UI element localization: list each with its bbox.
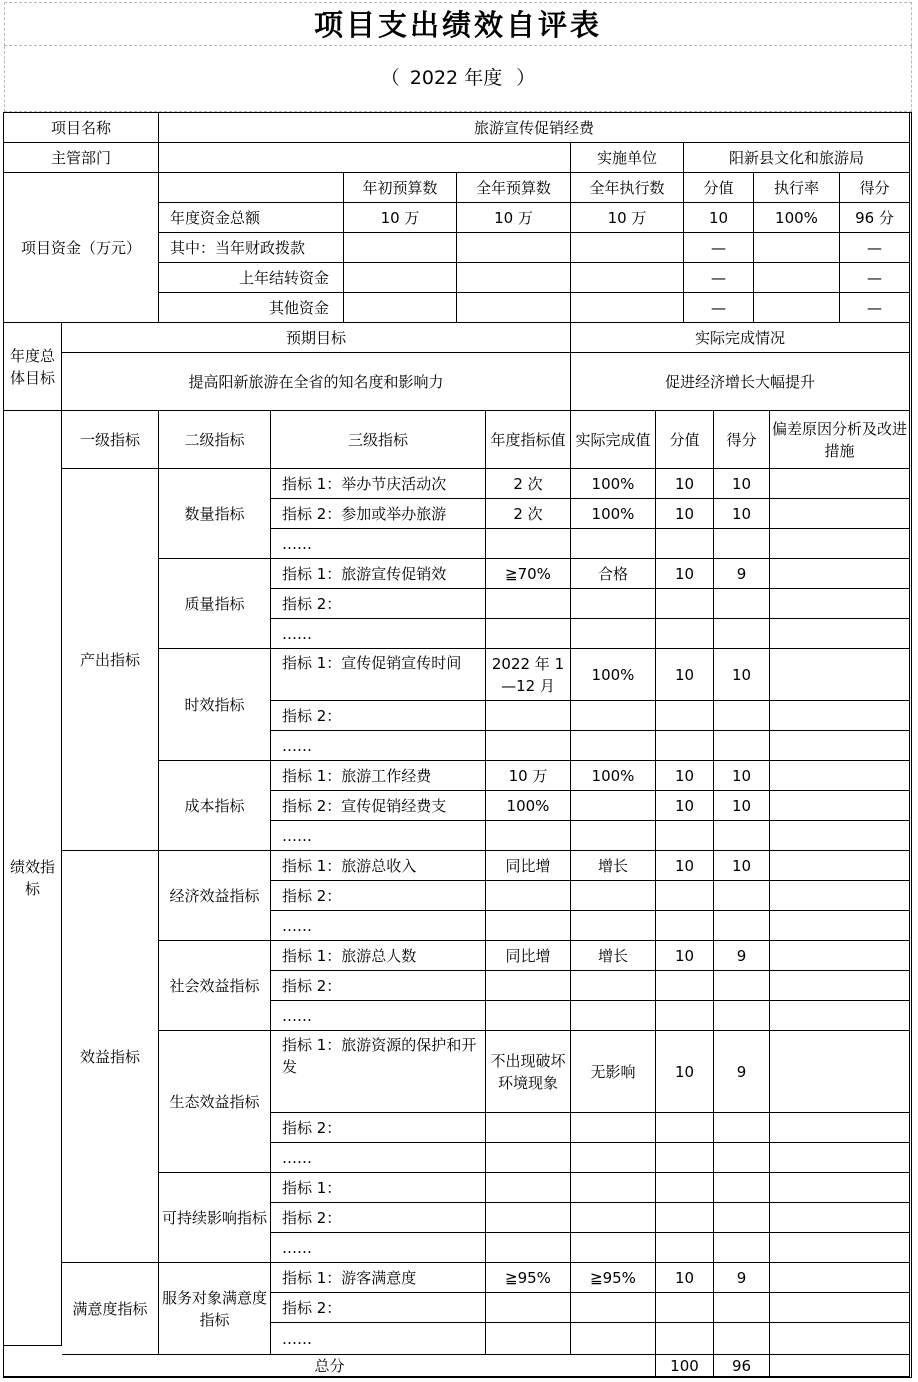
- indicator-reason: [770, 1031, 910, 1113]
- indicator-score: [714, 1113, 770, 1143]
- indicator-points: [656, 1323, 714, 1355]
- l1-satisfaction: 满意度指标: [62, 1263, 159, 1355]
- funds-row-label: 年度资金总额: [159, 203, 344, 233]
- indicator-target: [486, 1293, 571, 1323]
- indicator-actual: [571, 701, 656, 731]
- indicator-actual: 合格: [571, 559, 656, 589]
- indicator-target: 100%: [486, 791, 571, 821]
- indicator-score: [714, 1143, 770, 1173]
- indicator-score: [714, 589, 770, 619]
- indicator-reason: [770, 589, 910, 619]
- total-label: 总分: [4, 1355, 656, 1377]
- goals-actual-label: 实际完成情况: [571, 323, 910, 353]
- indicator-actual: [571, 821, 656, 851]
- indicator-reason: [770, 821, 910, 851]
- funds-cell: [571, 293, 684, 323]
- indicator-score: 10: [714, 469, 770, 499]
- indicator-points: [656, 821, 714, 851]
- header-reason: 偏差原因分析及改进措施: [770, 411, 910, 469]
- funds-label: 项目资金（万元）: [4, 173, 159, 323]
- indicator-target: [486, 589, 571, 619]
- indicator-reason: [770, 1113, 910, 1143]
- indicator-actual: [571, 529, 656, 559]
- indicator-target: [486, 1143, 571, 1173]
- indicator-reason: [770, 469, 910, 499]
- indicator-score: [714, 731, 770, 761]
- indicator-name: 指标 2：: [271, 589, 486, 619]
- funds-row-label: 其中：当年财政拨款: [159, 233, 344, 263]
- indicator-name: 指标 2：: [271, 1113, 486, 1143]
- indicator-reason: [770, 701, 910, 731]
- l2-quality: 质量指标: [159, 559, 271, 649]
- indicator-name: 指标 1：旅游宣传促销效: [271, 559, 486, 589]
- indicator-score: [714, 1233, 770, 1263]
- indicator-target: [486, 971, 571, 1001]
- indicator-reason: [770, 1143, 910, 1173]
- funds-cell: [457, 263, 571, 293]
- indicator-points: 10: [656, 761, 714, 791]
- header-l3: 三级指标: [271, 411, 486, 469]
- evaluation-table: [3, 112, 912, 1378]
- indicator-target: 2022 年 1—12 月: [486, 649, 571, 701]
- indicator-reason: [770, 1203, 910, 1233]
- funds-cell: [754, 233, 840, 263]
- indicator-actual: [571, 1001, 656, 1031]
- header-l1: 一级指标: [62, 411, 159, 469]
- indicator-points: [656, 1233, 714, 1263]
- indicator-name: 指标 1：旅游资源的保护和开发: [271, 1031, 486, 1113]
- indicator-name: 指标 1：: [271, 1173, 486, 1203]
- project-name-value: 旅游宣传促销经费: [159, 113, 910, 143]
- year-open-paren: （: [380, 67, 400, 89]
- indicator-target: ≧70%: [486, 559, 571, 589]
- indicator-actual: [571, 881, 656, 911]
- funds-cell: [754, 263, 840, 293]
- indicator-score: [714, 911, 770, 941]
- indicator-actual: [571, 1143, 656, 1173]
- indicator-target: [486, 1001, 571, 1031]
- indicator-name: ……: [271, 911, 486, 941]
- form-title: 项目支出绩效自评表: [313, 8, 602, 42]
- l1-benefit: 效益指标: [62, 851, 159, 1263]
- indicator-actual: 100%: [571, 469, 656, 499]
- indicator-points: [656, 529, 714, 559]
- funds-cell: —: [684, 233, 754, 263]
- indicator-reason: [770, 731, 910, 761]
- indicator-points: 10: [656, 1031, 714, 1113]
- indicator-score: 10: [714, 649, 770, 701]
- indicator-points: 10: [656, 851, 714, 881]
- indicator-target: [486, 1323, 571, 1355]
- indicator-reason: [770, 1173, 910, 1203]
- project-name-label: 项目名称: [4, 113, 159, 143]
- funds-cell: 10: [684, 203, 754, 233]
- indicator-score: [714, 619, 770, 649]
- indicator-points: [656, 971, 714, 1001]
- indicator-reason: [770, 881, 910, 911]
- indicator-score: [714, 1203, 770, 1233]
- indicator-name: 指标 2：参加或举办旅游: [271, 499, 486, 529]
- total-points: 100: [656, 1355, 714, 1377]
- indicator-target: 10 万: [486, 761, 571, 791]
- total-reason: [770, 1355, 910, 1377]
- goals-expected-text: 提高阳新旅游在全省的知名度和影响力: [62, 353, 571, 411]
- indicator-name: ……: [271, 1143, 486, 1173]
- indicator-points: [656, 589, 714, 619]
- indicator-score: 10: [714, 851, 770, 881]
- goals-label: 年度总体目标: [4, 323, 62, 411]
- funds-cell: [344, 263, 457, 293]
- indicator-target: 同比增: [486, 941, 571, 971]
- funds-cell: 96 分: [840, 203, 910, 233]
- indicator-score: [714, 529, 770, 559]
- indicator-reason: [770, 971, 910, 1001]
- indicator-score: 9: [714, 1263, 770, 1293]
- funds-cell: —: [684, 293, 754, 323]
- indicator-actual: [571, 911, 656, 941]
- indicator-actual: 增长: [571, 851, 656, 881]
- indicator-name: ……: [271, 529, 486, 559]
- year-line: [4, 46, 912, 112]
- header-points: 分值: [656, 411, 714, 469]
- indicator-score: 9: [714, 559, 770, 589]
- header-score: 得分: [714, 411, 770, 469]
- indicator-name: 指标 1：游客满意度: [271, 1263, 486, 1293]
- indicator-reason: [770, 851, 910, 881]
- goals-actual-text: 促进经济增长大幅提升: [571, 353, 910, 411]
- indicator-target: 不出现破坏环境现象: [486, 1031, 571, 1113]
- funds-cell: [754, 293, 840, 323]
- indicator-name: 指标 1：旅游总收入: [271, 851, 486, 881]
- indicator-name: 指标 2：宣传促销经费支: [271, 791, 486, 821]
- indicator-points: [656, 1143, 714, 1173]
- indicator-points: 10: [656, 469, 714, 499]
- indicator-actual: 增长: [571, 941, 656, 971]
- indicator-points: [656, 619, 714, 649]
- indicator-name: 指标 2：: [271, 971, 486, 1001]
- total-score: 96: [714, 1355, 770, 1377]
- indicator-reason: [770, 911, 910, 941]
- indicator-name: ……: [271, 1233, 486, 1263]
- indicator-name: 指标 1：旅游工作经费: [271, 761, 486, 791]
- l1-output: 产出指标: [62, 469, 159, 851]
- indicator-name: 指标 2：: [271, 1203, 486, 1233]
- funds-cell: [571, 233, 684, 263]
- indicator-target: [486, 1113, 571, 1143]
- indicator-reason: [770, 499, 910, 529]
- indicator-actual: [571, 971, 656, 1001]
- indicator-score: [714, 821, 770, 851]
- impl-unit-value: 阳新县文化和旅游局: [684, 143, 910, 173]
- indicator-actual: 100%: [571, 649, 656, 701]
- funds-cell: —: [840, 233, 910, 263]
- indicator-reason: [770, 1323, 910, 1355]
- indicator-actual: [571, 1203, 656, 1233]
- indicator-target: [486, 1203, 571, 1233]
- l2-quantity: 数量指标: [159, 469, 271, 559]
- funds-cell: 10 万: [571, 203, 684, 233]
- indicator-target: [486, 529, 571, 559]
- funds-header-1: 全年预算数: [457, 173, 571, 203]
- indicator-score: [714, 1323, 770, 1355]
- indicator-actual: [571, 731, 656, 761]
- funds-cell: —: [684, 263, 754, 293]
- impl-unit-label: 实施单位: [571, 143, 684, 173]
- indicator-points: [656, 731, 714, 761]
- indicator-reason: [770, 1293, 910, 1323]
- indicator-target: 同比增: [486, 851, 571, 881]
- indicator-points: [656, 1001, 714, 1031]
- indicator-target: [486, 911, 571, 941]
- l2-timeliness: 时效指标: [159, 649, 271, 761]
- indicator-points: 10: [656, 941, 714, 971]
- funds-cell: 100%: [754, 203, 840, 233]
- indicator-reason: [770, 619, 910, 649]
- year-close-paren: ）: [516, 67, 536, 89]
- header-target: 年度指标值: [486, 411, 571, 469]
- indicator-reason: [770, 1233, 910, 1263]
- indicator-reason: [770, 1263, 910, 1293]
- indicator-points: [656, 1113, 714, 1143]
- indicator-actual: 无影响: [571, 1031, 656, 1113]
- funds-row-label: 其他资金: [159, 293, 344, 323]
- l2-ecological: 生态效益指标: [159, 1031, 271, 1173]
- indicator-target: [486, 731, 571, 761]
- indicator-actual: [571, 791, 656, 821]
- indicator-reason: [770, 1001, 910, 1031]
- dept-label: 主管部门: [4, 143, 159, 173]
- funds-cell: —: [840, 293, 910, 323]
- funds-header-2: 全年执行数: [571, 173, 684, 203]
- indicator-actual: [571, 1113, 656, 1143]
- indicator-name: ……: [271, 821, 486, 851]
- indicator-score: 10: [714, 791, 770, 821]
- header-actual: 实际完成值: [571, 411, 656, 469]
- indicator-name: ……: [271, 1001, 486, 1031]
- goals-expected-label: 预期目标: [62, 323, 571, 353]
- funds-cell: 10 万: [344, 203, 457, 233]
- indicator-points: [656, 1173, 714, 1203]
- indicator-score: [714, 881, 770, 911]
- funds-cell: —: [840, 263, 910, 293]
- indicator-target: 2 次: [486, 469, 571, 499]
- indicator-target: [486, 701, 571, 731]
- indicator-actual: [571, 1293, 656, 1323]
- indicator-name: ……: [271, 1323, 486, 1355]
- indicator-reason: [770, 791, 910, 821]
- indicator-points: [656, 701, 714, 731]
- funds-header-5: 得分: [840, 173, 910, 203]
- indicator-reason: [770, 559, 910, 589]
- year-value: 2022 年度: [409, 67, 503, 89]
- indicator-actual: [571, 619, 656, 649]
- indicator-actual: [571, 1233, 656, 1263]
- funds-cell: [344, 233, 457, 263]
- indicator-name: ……: [271, 619, 486, 649]
- indicator-reason: [770, 529, 910, 559]
- l2-service: 服务对象满意度指标: [159, 1263, 271, 1355]
- indicator-actual: ≧95%: [571, 1263, 656, 1293]
- indicator-name: 指标 1：宣传促销宣传时间: [271, 649, 486, 701]
- indicator-reason: [770, 649, 910, 701]
- indicator-points: [656, 1203, 714, 1233]
- indicator-points: 10: [656, 649, 714, 701]
- l2-social: 社会效益指标: [159, 941, 271, 1031]
- indicator-name: 指标 2：: [271, 881, 486, 911]
- indicator-points: 10: [656, 791, 714, 821]
- funds-header-3: 分值: [684, 173, 754, 203]
- funds-cell: 10 万: [457, 203, 571, 233]
- indicator-target: [486, 1173, 571, 1203]
- funds-cell: [457, 233, 571, 263]
- indicator-points: 10: [656, 1263, 714, 1293]
- funds-cell: [571, 263, 684, 293]
- indicator-name: 指标 1：旅游总人数: [271, 941, 486, 971]
- indicator-target: [486, 881, 571, 911]
- indicator-target: ≧95%: [486, 1263, 571, 1293]
- indicator-score: 9: [714, 941, 770, 971]
- funds-header-4: 执行率: [754, 173, 840, 203]
- indicator-score: 9: [714, 1031, 770, 1113]
- indicator-actual: [571, 1173, 656, 1203]
- indicator-score: [714, 701, 770, 731]
- header-l2: 二级指标: [159, 411, 271, 469]
- indicator-name: ……: [271, 731, 486, 761]
- indicator-target: [486, 619, 571, 649]
- dept-value: [159, 143, 571, 173]
- funds-header-blank: [159, 173, 344, 203]
- indicator-target: 2 次: [486, 499, 571, 529]
- indicator-score: [714, 1001, 770, 1031]
- indicator-score: 10: [714, 761, 770, 791]
- indicator-score: 10: [714, 499, 770, 529]
- l2-economic: 经济效益指标: [159, 851, 271, 941]
- funds-row-label: 上年结转资金: [159, 263, 344, 293]
- funds-header-0: 年初预算数: [344, 173, 457, 203]
- indicator-actual: 100%: [571, 499, 656, 529]
- indicator-score: [714, 1173, 770, 1203]
- indicator-name: 指标 2：: [271, 1293, 486, 1323]
- indicator-target: [486, 1233, 571, 1263]
- indicator-points: 10: [656, 559, 714, 589]
- indicator-name: 指标 2：: [271, 701, 486, 731]
- perf-label: 绩效指标: [4, 411, 62, 1346]
- indicator-reason: [770, 761, 910, 791]
- l2-cost: 成本指标: [159, 761, 271, 851]
- indicator-actual: 100%: [571, 761, 656, 791]
- funds-cell: [457, 293, 571, 323]
- indicator-target: [486, 821, 571, 851]
- indicator-score: [714, 1293, 770, 1323]
- indicator-actual: [571, 589, 656, 619]
- indicator-points: [656, 1293, 714, 1323]
- indicator-actual: [571, 1323, 656, 1355]
- indicator-score: [714, 971, 770, 1001]
- indicator-points: [656, 881, 714, 911]
- indicator-points: [656, 911, 714, 941]
- title-box: [4, 2, 912, 46]
- indicator-reason: [770, 941, 910, 971]
- l2-sustainable: 可持续影响指标: [159, 1173, 271, 1263]
- funds-cell: [344, 293, 457, 323]
- indicator-points: 10: [656, 499, 714, 529]
- indicator-name: 指标 1：举办节庆活动次: [271, 469, 486, 499]
